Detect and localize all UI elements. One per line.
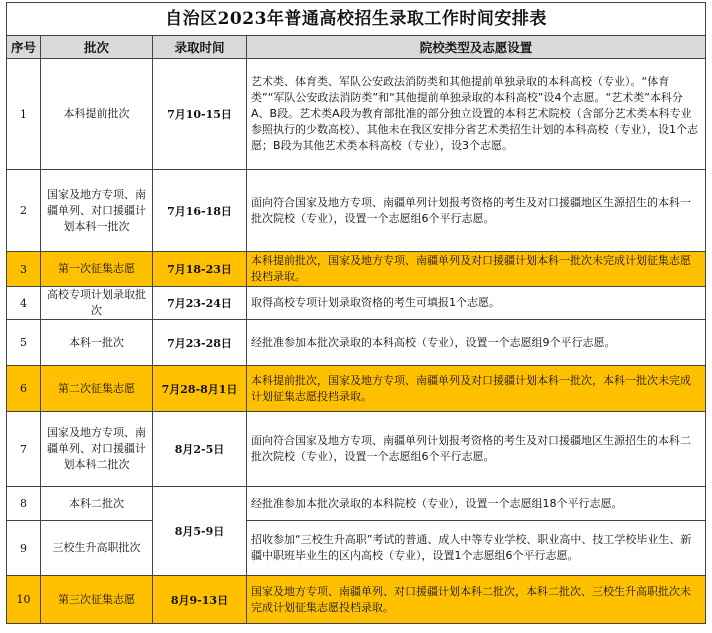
row-time-merged: 8月5-9日 xyxy=(153,487,247,576)
row-desc: 招收参加“三校生升高职”考试的普通、成人中等专业学校、职业高中、技工学校毕业生、新疆中职班毕业生的区内高校（专业），设置1个志愿组6个平行志愿。 xyxy=(247,521,706,576)
row-seq: 4 xyxy=(7,287,41,320)
row-seq: 1 xyxy=(7,59,41,170)
row-batch: 国家及地方专项、南疆单列、对口援疆计划本科二批次 xyxy=(41,412,153,487)
row-desc: 国家及地方专项、南疆单列、对口援疆计划本科二批次，本科二批次、三校生升高职批次未完成计划征集志愿投档录取。 xyxy=(247,576,706,624)
table-row xyxy=(7,487,706,521)
row-desc: 经批准参加本批次录取的本科院校（专业），设置一个志愿组18个平行志愿。 xyxy=(247,487,706,521)
row-desc: 面向符合国家及地方专项、南疆单列计划报考资格的考生及对口援疆地区生源招生的本科二批次院校（专业），设置一个志愿组6个平行志愿。 xyxy=(247,412,706,487)
table-row xyxy=(7,287,706,320)
row-seq: 8 xyxy=(7,487,41,521)
row-desc: 本科提前批次，国家及地方专项、南疆单列及对口援疆计划本科一批次，本科一批次未完成计划征集志愿投档录取。 xyxy=(247,366,706,412)
row-batch: 三校生升高职批次 xyxy=(41,521,153,576)
table-row xyxy=(7,170,706,252)
schedule-document xyxy=(0,2,712,633)
page-title: 自治区2023年普通高校招生录取工作时间安排表 xyxy=(6,2,706,35)
row-desc: 艺术类、体育类、军队公安政法消防类和其他提前单独录取的本科高校（专业）。“体育类”“军队公安政法消防类”和“其他提前单独录取的本科高校”设4个志愿。“艺术类”本科分A、B段。艺术类A段为教育部批准的部分独立设置的本科艺术院校（含部分艺术类本科专业参照执行的少数高校）、其他未在我区安排分省艺术类招生计划的本科高校（专业），设1个志愿；B段为其他艺术类本科高校（专业），设3个志愿。 xyxy=(247,59,706,170)
table-row-highlighted xyxy=(7,576,706,624)
table-row xyxy=(7,59,706,170)
header-seq: 序号 xyxy=(7,36,41,59)
table-row xyxy=(7,412,706,487)
row-batch: 本科提前批次 xyxy=(41,59,153,170)
row-batch: 第三次征集志愿 xyxy=(41,576,153,624)
row-time: 7月23-24日 xyxy=(153,287,247,320)
row-batch: 第二次征集志愿 xyxy=(41,366,153,412)
row-seq: 3 xyxy=(7,252,41,287)
row-batch: 国家及地方专项、南疆单列、对口援疆计划本科一批次 xyxy=(41,170,153,252)
row-seq: 9 xyxy=(7,521,41,576)
row-desc: 面向符合国家及地方专项、南疆单列计划报考资格的考生及对口援疆地区生源招生的本科一批次院校（专业），设置一个志愿组6个平行志愿。 xyxy=(247,170,706,252)
table-row xyxy=(7,320,706,366)
row-seq: 6 xyxy=(7,366,41,412)
row-batch: 第一次征集志愿 xyxy=(41,252,153,287)
row-batch: 本科一批次 xyxy=(41,320,153,366)
header-time: 录取时间 xyxy=(153,36,247,59)
row-time: 7月10-15日 xyxy=(153,59,247,170)
row-seq: 7 xyxy=(7,412,41,487)
row-desc: 取得高校专项计划录取资格的考生可填报1个志愿。 xyxy=(247,287,706,320)
row-time: 7月16-18日 xyxy=(153,170,247,252)
header-desc: 院校类型及志愿设置 xyxy=(247,36,706,59)
row-seq: 5 xyxy=(7,320,41,366)
row-time: 8月2-5日 xyxy=(153,412,247,487)
row-time: 7月18-23日 xyxy=(153,252,247,287)
header-row xyxy=(7,36,706,59)
table-row-highlighted xyxy=(7,252,706,287)
schedule-table xyxy=(6,35,706,624)
row-seq: 2 xyxy=(7,170,41,252)
row-batch: 本科二批次 xyxy=(41,487,153,521)
row-batch: 高校专项计划录取批次 xyxy=(41,287,153,320)
row-desc: 本科提前批次，国家及地方专项、南疆单列及对口援疆计划本科一批次未完成计划征集志愿投档录取。 xyxy=(247,252,706,287)
row-seq: 10 xyxy=(7,576,41,624)
table-row-highlighted xyxy=(7,366,706,412)
table-row xyxy=(7,521,706,576)
header-batch: 批次 xyxy=(41,36,153,59)
row-time: 8月9-13日 xyxy=(153,576,247,624)
row-time: 7月23-28日 xyxy=(153,320,247,366)
row-time: 7月28-8月1日 xyxy=(153,366,247,412)
row-desc: 经批准参加本批次录取的本科高校（专业），设置一个志愿组9个平行志愿。 xyxy=(247,320,706,366)
